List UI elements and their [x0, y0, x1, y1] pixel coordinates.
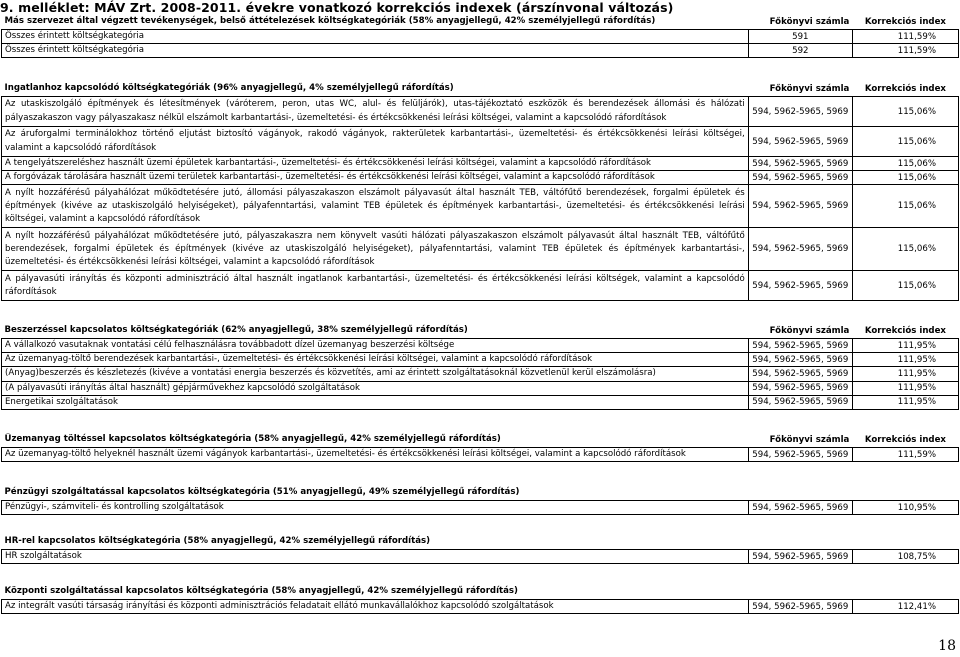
- column-header-index: [852, 486, 958, 501]
- column-header-account: Főkönyvi számla: [769, 84, 850, 94]
- row-index: 115,06%: [852, 127, 958, 157]
- row-account: 594, 5962-5965, 5969: [748, 228, 852, 271]
- row-index: 111,59%: [852, 448, 958, 462]
- row-account: 594, 5962-5965, 5969: [748, 600, 852, 614]
- row-index: 115,06%: [852, 185, 958, 228]
- cost-category-table: [1, 585, 959, 614]
- row-index: 110,95%: [852, 501, 958, 515]
- cost-category-table: [1, 82, 959, 301]
- column-header-account: [748, 535, 852, 550]
- row-account: 594, 5962-5965, 5969: [748, 97, 852, 127]
- row-index: 108,75%: [852, 550, 958, 564]
- cost-category-table: [1, 324, 959, 410]
- row-index: 111,95%: [852, 381, 958, 395]
- row-index: 111,95%: [852, 353, 958, 367]
- row-index: 115,06%: [852, 171, 958, 185]
- row-description: Energetikai szolgáltatások: [2, 395, 749, 409]
- row-description: A nyílt hozzáférésű pályahálózat működtetésére jutó, pályaszakaszra nem könyvelt vasúti hálózati pályaszakaszon elszámolt pályavasút által használt TEB, váltófűtő berendezések, forgalmi épületek és építmények (kivéve az utaskiszolgáló helyiségeket), pályafenntartási, valamint TEB épületek és építmények karbantartási-, üzemeltetési- és értékcsökkenési leírási költségei, valamint a kapcsolódó ráfordítások: [2, 228, 749, 271]
- row-index: 115,06%: [852, 157, 958, 171]
- section-heading: Beszerzéssel kapcsolatos költségkategóriák (62% anyagjellegű, 38% személyjellegű ráfordítás): [4, 325, 468, 336]
- table-row: [2, 381, 959, 395]
- section-header-row: [2, 15, 959, 30]
- row-description: Pénzügyi-, számviteli- és kontrolling szolgáltatások: [2, 501, 749, 515]
- row-account: 594, 5962-5965, 5969: [748, 395, 852, 409]
- row-account: 594, 5962-5965, 5969: [748, 127, 852, 157]
- row-account: 594, 5962-5965, 5969: [748, 367, 852, 381]
- row-account: 594, 5962-5965, 5969: [748, 381, 852, 395]
- row-index: 111,95%: [852, 395, 958, 409]
- section-heading: Ingatlanhoz kapcsolódó költségkategóriák (96% anyagjellegű, 4% személyjellegű ráfordítás): [4, 83, 454, 94]
- section-heading: Pénzügyi szolgáltatással kapcsolatos költségkategória (51% anyagjellegű, 49% személyjellegű ráfordítás): [4, 487, 520, 498]
- row-account: 594, 5962-5965, 5969: [748, 448, 852, 462]
- row-description: A vállalkozó vasutaknak vontatási célú felhasználásra továbbadott dízel üzemanyag beszerzési költsége: [2, 339, 749, 353]
- section-header-row: [2, 82, 959, 97]
- cost-category-section: [1, 82, 959, 301]
- cost-category-table: [1, 433, 959, 462]
- table-row: [2, 550, 959, 564]
- column-header-index: Korrekciós index: [864, 17, 946, 27]
- section-header-row: [2, 433, 959, 448]
- row-description: Az áruforgalmi terminálokhoz történő eljutást biztosító vágányok, rakodó vágányok, rakterületek karbantartási-, üzemeltetési- és értékcsökkenési leírási költségei, valamint a kapcsolódó ráfordítások: [2, 127, 749, 157]
- page-number: 18: [938, 638, 956, 654]
- row-description: HR szolgáltatások: [2, 550, 749, 564]
- row-account: 594, 5962-5965, 5969: [748, 353, 852, 367]
- row-description: (Anyag)beszerzés és készletezés (kivéve a vontatási energia beszerzés és közvetítés, ami az érintett szolgáltatásoknál közvetlenül kerül elszámolásra): [2, 367, 749, 381]
- row-description: A pályavasúti irányítás és központi adminisztráció által használt ingatlanok karbantartási-, üzemeltetési- és értékcsökkenési leírási költségek, valamint a kapcsolódó ráfordítások: [2, 271, 749, 301]
- row-description: A tengelyátszereléshez használt üzemi épületek karbantartási-, üzemeltetési- és értékcsökkenési leírási költségei, valamint a kapcsolódó ráfordítások: [2, 157, 749, 171]
- table-row: [2, 395, 959, 409]
- row-description: A nyílt hozzáférésű pályahálózat működtetésére jutó, állomási pályaszakaszon elszámolt pályavasút által használt TEB, váltófűtő berendezések, forgalmi épületek és építmények (kivéve az utaskiszolgáló helyiségeket), pályafenntartási, valamint TEB épületek és építmények karbantartási-, üzemeltetési- és értékcsökkenési leírási költségei, valamint a kapcsolódó ráfordítások: [2, 185, 749, 228]
- row-index: 111,59%: [852, 44, 958, 58]
- table-row: [2, 271, 959, 301]
- column-header-index: Korrekciós index: [864, 435, 946, 445]
- row-index: 111,95%: [852, 367, 958, 381]
- section-heading: Központi szolgáltatással kapcsolatos költségkategória (58% anyagjellegű, 42% személyjellegű ráfordítás): [4, 586, 518, 597]
- cost-category-table: [1, 535, 959, 564]
- row-index: 111,59%: [852, 30, 958, 44]
- column-header-account: Főkönyvi számla: [769, 435, 850, 445]
- table-row: [2, 185, 959, 228]
- row-account: 592: [748, 44, 852, 58]
- section-heading: HR-rel kapcsolatos költségkategória (58% anyagjellegű, 42% személyjellegű ráfordítás): [4, 536, 431, 547]
- cost-category-section: [1, 585, 959, 614]
- column-header-account: Főkönyvi számla: [769, 326, 850, 336]
- table-row: [2, 30, 959, 44]
- row-account: 594, 5962-5965, 5969: [748, 339, 852, 353]
- table-row: [2, 171, 959, 185]
- section-header-row: [2, 535, 959, 550]
- table-row: [2, 353, 959, 367]
- row-account: 594, 5962-5965, 5969: [748, 157, 852, 171]
- column-header-account: Főkönyvi számla: [769, 17, 850, 27]
- section-header-row: [2, 585, 959, 600]
- row-description: Összes érintett költségkategória: [2, 30, 749, 44]
- column-header-index: Korrekciós index: [864, 326, 946, 336]
- row-account: 594, 5962-5965, 5969: [748, 550, 852, 564]
- row-account: 591: [748, 30, 852, 44]
- row-account: 594, 5962-5965, 5969: [748, 271, 852, 301]
- row-index: 115,06%: [852, 97, 958, 127]
- column-header-account: [748, 486, 852, 501]
- cost-category-section: [1, 324, 959, 410]
- section-header-row: [2, 324, 959, 339]
- column-header-index: [852, 585, 958, 600]
- cost-category-table: [1, 486, 959, 515]
- table-row: [2, 97, 959, 127]
- row-account: 594, 5962-5965, 5969: [748, 185, 852, 228]
- cost-category-section: [1, 486, 959, 515]
- table-row: [2, 501, 959, 515]
- table-row: [2, 127, 959, 157]
- row-description: Az utaskiszolgáló építmények és létesítmények (váróterem, peron, utas WC, alul- és felüljárók), utas-tájékoztató eszközök és berendezések állomási és hálózati pályaszakaszon vagy pályaszakasz nélkül elszámolt karbantartási-, üzemeltetési- és értékcsökkenési leírási költségei, valamint a kapcsolódó ráfordítások: [2, 97, 749, 127]
- cost-category-table: [1, 15, 959, 58]
- row-index: 115,06%: [852, 271, 958, 301]
- table-row: [2, 157, 959, 171]
- row-index: 112,41%: [852, 600, 958, 614]
- column-header-account: [748, 585, 852, 600]
- row-description: Az integrált vasúti társaság irányítási és központi adminisztrációs feladatait ellátó munkavállalókhoz kapcsolódó szolgáltatások: [2, 600, 749, 614]
- table-row: [2, 448, 959, 462]
- table-row: [2, 228, 959, 271]
- table-row: [2, 367, 959, 381]
- cost-category-section: [1, 15, 959, 58]
- row-account: 594, 5962-5965, 5969: [748, 171, 852, 185]
- table-row: [2, 600, 959, 614]
- row-description: (A pályavasúti irányítás által használt) gépjárművekhez kapcsolódó szolgáltatások: [2, 381, 749, 395]
- table-row: [2, 339, 959, 353]
- column-header-index: Korrekciós index: [864, 84, 946, 94]
- row-description: Összes érintett költségkategória: [2, 44, 749, 58]
- section-header-row: [2, 486, 959, 501]
- row-index: 115,06%: [852, 228, 958, 271]
- document-title: 9. melléklet: MÁV Zrt. 2008-2011. évekre vonatkozó korrekciós indexek (árszínvonal változás): [0, 0, 674, 15]
- column-header-index: [852, 535, 958, 550]
- row-index: 111,95%: [852, 339, 958, 353]
- row-account: 594, 5962-5965, 5969: [748, 501, 852, 515]
- section-heading: Üzemanyag töltéssel kapcsolatos költségkategória (58% anyagjellegű, 42% személyjellegű ráfordítás): [4, 434, 501, 445]
- cost-category-section: [1, 433, 959, 462]
- table-row: [2, 44, 959, 58]
- row-description: A forgóvázak tárolására használt üzemi területek karbantartási-, üzemeltetési- és értékcsökkenési leírási költségei, valamint a kapcsolódó ráfordítások: [2, 171, 749, 185]
- row-description: Az üzemanyag-töltő berendezések karbantartási-, üzemeltetési- és értékcsökkenési leírási költségei, valamint a kapcsolódó ráfordítások: [2, 353, 749, 367]
- section-heading: Más szervezet által végzett tevékenységek, belső áttételezések költségkategóriák (58% anyagjellegű, 42% személyjellegű ráfordítás): [4, 16, 656, 27]
- cost-category-section: [1, 535, 959, 564]
- row-description: Az üzemanyag-töltő helyeknél használt üzemi vágányok karbantartási-, üzemeltetési- és értékcsökkenési leírási költségei, valamint a kapcsolódó ráfordítások: [2, 448, 749, 462]
